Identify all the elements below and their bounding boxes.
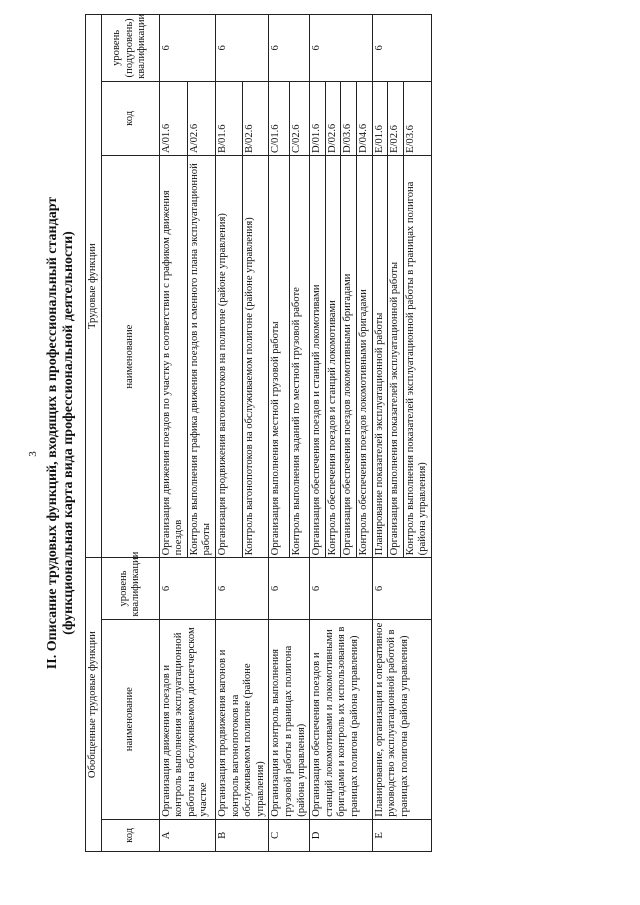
generalized-code: A [159,819,215,851]
function-code: D/03.6 [341,81,357,155]
generalized-code: B [215,819,268,851]
table-row [159,15,187,852]
generalized-code: C [269,819,310,851]
function-name: Контроль вагонопотоков на обслуживаемом полигоне (районе управления) [242,155,269,557]
header-function-name: наименование [101,155,159,557]
functional-map-table [85,14,432,852]
function-name: Планирование показателей эксплуатационной работы [372,155,388,557]
generalized-code: D [310,819,372,851]
function-name: Организация выполнения местной грузовой работы [269,155,289,557]
header-code: код [101,819,159,851]
function-name: Организация обеспечения поездов локомотивными бригадами [341,155,357,557]
generalized-level: 6 [159,558,215,619]
function-code: E/02.6 [388,81,404,155]
header-labor: Трудовые функции [86,15,102,558]
function-sublevel: 6 [372,15,431,82]
function-code: D/01.6 [310,81,326,155]
table-row [269,15,289,852]
function-name: Организация выполнения показателей эксплуатационной работы [388,155,404,557]
function-name: Контроль обеспечения поездов локомотивными бригадами [356,155,372,557]
function-sublevel: 6 [215,15,268,82]
function-sublevel: 6 [269,15,310,82]
function-name: Организация продвижения вагонопотоков на полигоне (районе управления) [215,155,242,557]
title-line-2: (функциональная карта вида профессиональной деятельности) [61,231,76,635]
header-function-code: код [101,81,159,155]
function-name: Контроль выполнения заданий по местной грузовой работе [289,155,309,557]
function-code: D/04.6 [356,81,372,155]
title-line-1: II. Описание трудовых функций, входящих в профессиональный стандарт [45,196,60,670]
header-row-2 [101,15,159,852]
function-code: B/02.6 [242,81,269,155]
function-code: A/01.6 [159,81,187,155]
table-row [372,15,388,852]
generalized-name: Планирование, организация и оперативное руководство эксплуатационной работой в границах полигона (района управления) [372,619,431,819]
function-code: E/03.6 [403,81,431,155]
table-row [215,15,242,852]
function-code: C/02.6 [289,81,309,155]
generalized-level: 6 [269,558,310,619]
page-number: 3 [26,451,39,457]
table-row [310,15,326,852]
function-name: Контроль выполнения графика движения поездов и сменного плана эксплуатационной работы [187,155,215,557]
generalized-name: Организация продвижения вагонов и контроль вагонопотоков на обслуживаемом полигоне (районе управления) [215,619,268,819]
table-body [159,15,431,852]
header-name: наименование [101,619,159,819]
function-sublevel: 6 [310,15,372,82]
generalized-level: 6 [310,558,372,619]
rotated-page [45,13,640,852]
generalized-name: Организация движения поездов и контроль выполнения эксплуатационной работы на обслуживаемом диспетчерском участке [159,619,215,819]
generalized-name: Организация и контроль выполнения грузовой работы в границах полигона (района управления) [269,619,310,819]
function-sublevel: 6 [159,15,215,82]
function-code: E/01.6 [372,81,388,155]
header-row-1 [86,15,102,852]
function-name: Контроль выполнения показателей эксплуатационной работы в границах полигона (района управления) [403,155,431,557]
generalized-level: 6 [372,558,431,619]
function-code: A/02.6 [187,81,215,155]
function-name: Контроль обеспечения поездов и станций локомотивами [325,155,341,557]
header-generalized: Обобщенные трудовые функции [86,558,102,852]
function-name: Организация обеспечения поездов и станций локомотивами [310,155,326,557]
page-title [45,14,85,852]
function-code: C/01.6 [269,81,289,155]
function-code: B/01.6 [215,81,242,155]
generalized-level: 6 [215,558,268,619]
header-level: уровень квалификации [101,558,159,619]
generalized-name: Организация обеспечения поездов и станций локомотивами и локомотивными бригадами и контроль их использования в границах полигона (района управления) [310,619,372,819]
function-name: Организация движения поездов по участку в соответствии с графиком движения поездов [159,155,187,557]
header-sublevel: уровень (подуровень) квалификации [101,15,159,82]
generalized-code: E [372,819,431,851]
function-code: D/02.6 [325,81,341,155]
